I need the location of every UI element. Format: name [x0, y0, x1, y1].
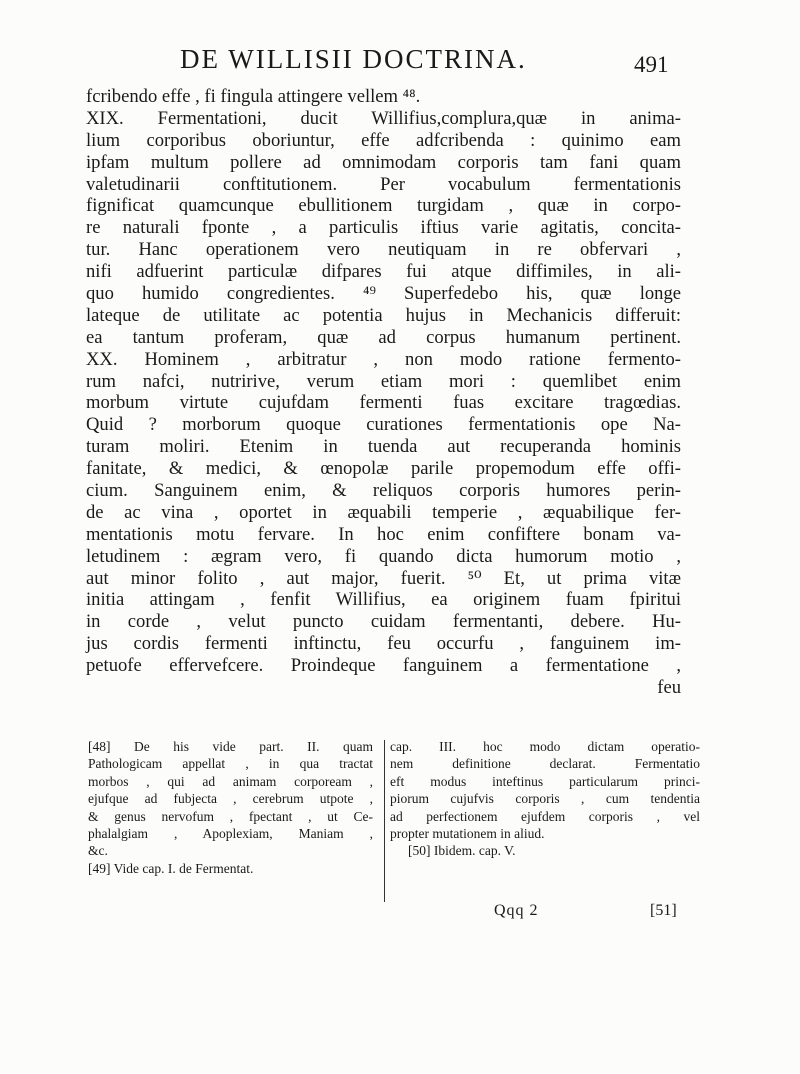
- text-line: mentationis motu fervare. In hoc enim confiftere bonam va-: [86, 523, 681, 545]
- text-line: XX. Hominem , arbitratur , non modo ratione fermento-: [86, 348, 681, 370]
- text-line: petuofe effervefcere. Proindeque fanguinem a fermentatione ,: [86, 655, 681, 677]
- main-text: [86, 86, 681, 699]
- footnote-line: ejufque ad fubjecta , cerebrum utpote ,: [88, 791, 373, 807]
- text-line: Quid ? morborum quoque curationes fermentationis ope Na-: [86, 414, 681, 436]
- footnote-line: & genus nervofum , fpectant , ut Ce-: [88, 808, 373, 824]
- text-line: in corde , velut puncto cuidam fermentanti, debere. Hu-: [86, 611, 681, 633]
- footnote-line: [48] De his vide part. II. quam: [88, 739, 373, 754]
- text-line: turam moliri. Etenim in tuenda aut recuperanda hominis: [86, 436, 681, 458]
- signature-mark: Qqq 2: [494, 902, 539, 919]
- footnotes: [88, 738, 700, 908]
- footnote-line: ad perfectionem ejufdem corporis , vel: [390, 808, 700, 824]
- text-line: aut minor folito , aut major, fuerit. ⁵⁰ Et, ut prima vitæ: [86, 567, 681, 589]
- text-line: jus cordis fermenti inftinctu, feu occurfu , fanguinem im-: [86, 633, 681, 655]
- footnote-line: &c.: [88, 843, 108, 859]
- footnote-line: cap. III. hoc modo dictam operatio-: [390, 739, 700, 754]
- text-line: cium. Sanguinem enim, & reliquos corporis humores perin-: [86, 480, 681, 502]
- footnote-line: piorum cujufvis corporis , cum tendentia: [390, 791, 700, 807]
- text-line: morbum virtute cujufdam fermenti fuas excitare tragœdias.: [86, 392, 681, 414]
- text-line: lium corporibus oboriuntur, effe adfcribenda : quinimo eam: [86, 129, 681, 151]
- footnotes-right-column: [390, 738, 700, 860]
- text-line: re naturali fponte , a particulis iftius varie agitatis, concita-: [86, 217, 681, 239]
- text-line: de ac vina , oportet in æquabili temperie , æquabilique fer-: [86, 501, 681, 523]
- text-line: rum nafci, nutririve, verum etiam mori : quemlibet enim: [86, 370, 681, 392]
- footnote-line: nem definitione declarat. Fermentatio: [390, 756, 700, 772]
- footnote-line: Pathologicam appellat , in qua tractat: [88, 756, 373, 772]
- text-line: XIX. Fermentationi, ducit Willifius,complura,quæ in anima-: [86, 107, 681, 129]
- text-line: fcribendo effe , fi fingula attingere vellem ⁴⁸.: [86, 86, 421, 107]
- column-divider: [384, 740, 385, 902]
- footnote-catchword: [51]: [650, 902, 677, 919]
- text-line: ipfam multum pollere ad omnimodam corporis tam fani quam: [86, 151, 681, 173]
- text-line: quo humido congredientes. ⁴⁹ Superfedebo his, quæ longe: [86, 283, 681, 305]
- running-head: [0, 44, 800, 80]
- text-line: tur. Hanc operationem vero neutiquam in re obfervari ,: [86, 239, 681, 261]
- text-line: nifi adfuerint particulæ difpares fui atque diffimiles, in ali-: [86, 261, 681, 283]
- text-line: lateque de utilitate ac potentia hujus in Mechanicis differuit:: [86, 304, 681, 326]
- footnote-line: [49] Vide cap. I. de Fermentat.: [88, 860, 254, 876]
- text-line: letudinem : ægram vero, fi quando dicta humorum motio ,: [86, 545, 681, 567]
- footnote-line: propter mutationem in aliud.: [390, 826, 545, 842]
- text-line: fignificat quamcunque ebullitionem turgidam , quæ in corpo-: [86, 195, 681, 217]
- page-number: 491: [634, 52, 669, 77]
- text-line: initia attingam , fenfit Willifius, ea originem fuam fpiritui: [86, 589, 681, 611]
- footnotes-left-column: [88, 738, 373, 877]
- text-line: fanitate, & medici, & œnopolæ parile propemodum effe offi-: [86, 458, 681, 480]
- running-title: DE WILLISII DOCTRINA.: [180, 44, 527, 74]
- footnote-line: phalalgiam , Apoplexiam, Maniam ,: [88, 826, 373, 842]
- text-line-catchword: feu: [657, 677, 681, 699]
- text-line: valetudinarii conftitutionem. Per vocabulum fermentationis: [86, 173, 681, 195]
- footnote-line: [50] Ibidem. cap. V.: [408, 843, 516, 859]
- text-line: ea tantum proferam, quæ ad corpus humanum pertinent.: [86, 326, 681, 348]
- footnote-line: eft modus inteftinus particularum princi-: [390, 773, 700, 789]
- footnote-line: morbos , qui ad animam corpoream ,: [88, 773, 373, 789]
